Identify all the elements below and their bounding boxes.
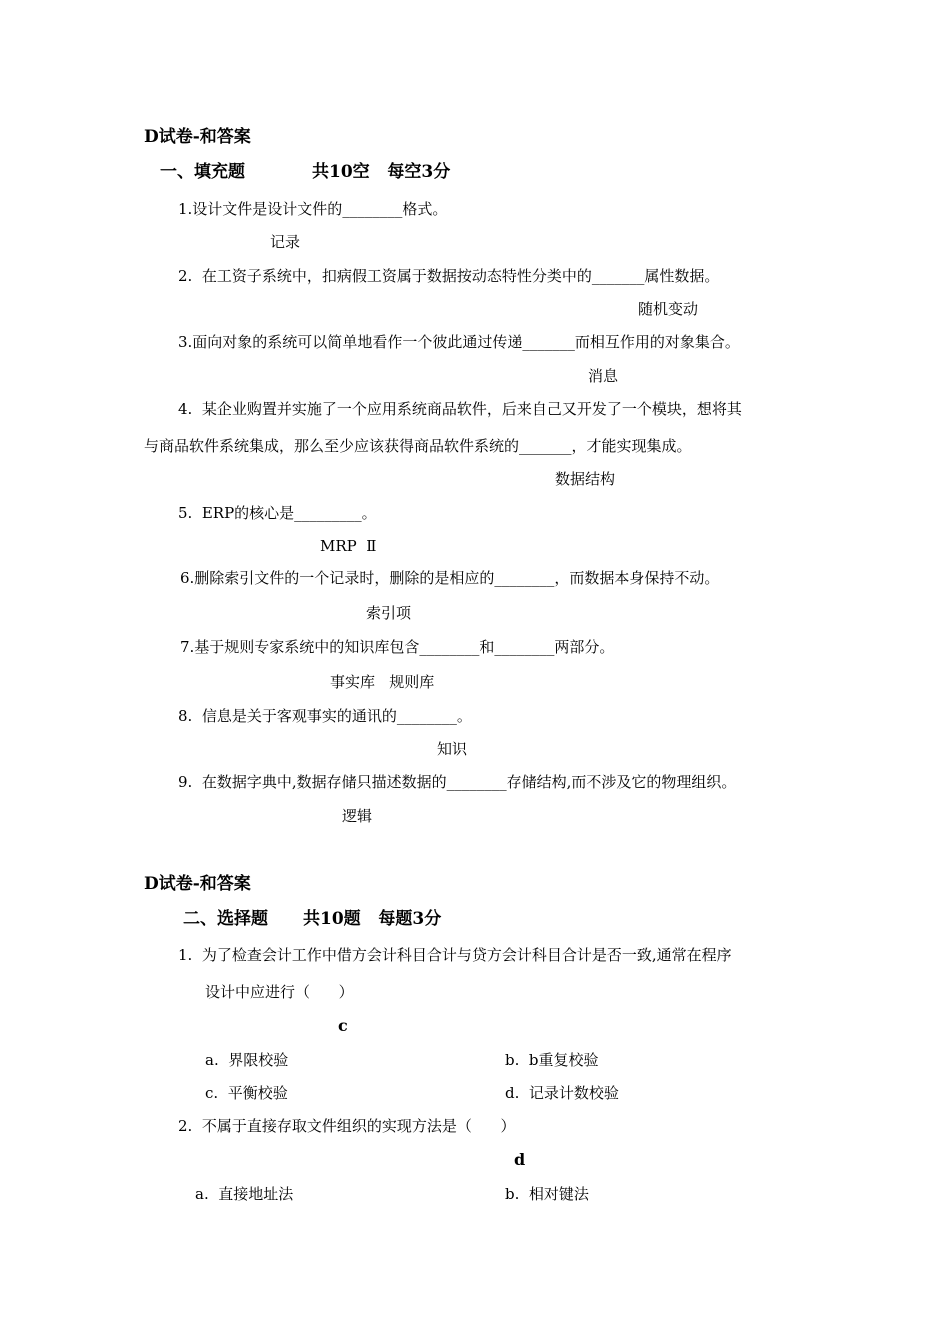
question-text: 3.面向对象的系统可以简单地看作一个彼此通过传递_______而相互作用的对象集合。 [178, 333, 740, 351]
section-meta: 共10题 每题3分 [303, 909, 442, 929]
question-text: 1.设计文件是设计文件的________格式。 [178, 200, 448, 218]
question-text-continued: 与商品软件系统集成，那么至少应该获得商品软件系统的_______，才能实现集成。 [144, 437, 692, 455]
section-heading: 二、选择题 [183, 909, 268, 929]
answer-text: 知识 [437, 740, 468, 758]
question-text: 4. 某企业购置并实施了一个应用系统商品软件，后来自己又开发了一个模块，想将其 [178, 400, 742, 418]
answer-text: 记录 [270, 233, 301, 251]
answer-text: MRP Ⅱ [320, 537, 377, 555]
answer-text: 数据结构 [555, 470, 616, 488]
answer-text: 索引项 [366, 604, 412, 622]
option-d: d. 记录计数校验 [505, 1084, 619, 1102]
question-text: 6.删除索引文件的一个记录时，删除的是相应的________，而数据本身保持不动。 [180, 569, 720, 587]
option-b: b. b重复校验 [505, 1051, 599, 1069]
section-meta: 共10空 每空3分 [312, 162, 451, 182]
doc-title: D试卷-和答案 [144, 127, 251, 147]
option-b: b. 相对键法 [505, 1185, 589, 1203]
question-text: 8. 信息是关于客观事实的通讯的________。 [178, 707, 472, 725]
answer-text: d [514, 1150, 526, 1169]
answer-text: 随机变动 [638, 300, 699, 318]
option-a: a. 界限校验 [205, 1051, 289, 1069]
section-heading: 一、填充题 [160, 162, 245, 182]
question-text: 1. 为了检查会计工作中借方会计科目合计与贷方会计科目合计是否一致,通常在程序 [178, 946, 732, 964]
doc-title: D试卷-和答案 [144, 874, 251, 894]
question-text: 2. 不属于直接存取文件组织的实现方法是（ ） [178, 1117, 516, 1135]
question-text: 7.基于规则专家系统中的知识库包含________和________两部分。 [180, 638, 615, 656]
question-text: 9. 在数据字典中,数据存储只描述数据的________存储结构,而不涉及它的物理组织。 [178, 773, 737, 791]
answer-text: 消息 [588, 367, 619, 385]
answer-text: 逻辑 [342, 807, 373, 825]
option-c: c. 平衡校验 [205, 1084, 288, 1102]
answer-text: c [338, 1016, 348, 1035]
question-text: 2. 在工资子系统中，扣病假工资属于数据按动态特性分类中的_______属性数据。 [178, 267, 720, 285]
option-a: a. 直接地址法 [195, 1185, 294, 1203]
question-text: 5. ERP的核心是_________。 [178, 504, 377, 522]
answer-text: 事实库 规则库 [330, 673, 435, 691]
question-text-continued: 设计中应进行（ ） [205, 983, 354, 1001]
